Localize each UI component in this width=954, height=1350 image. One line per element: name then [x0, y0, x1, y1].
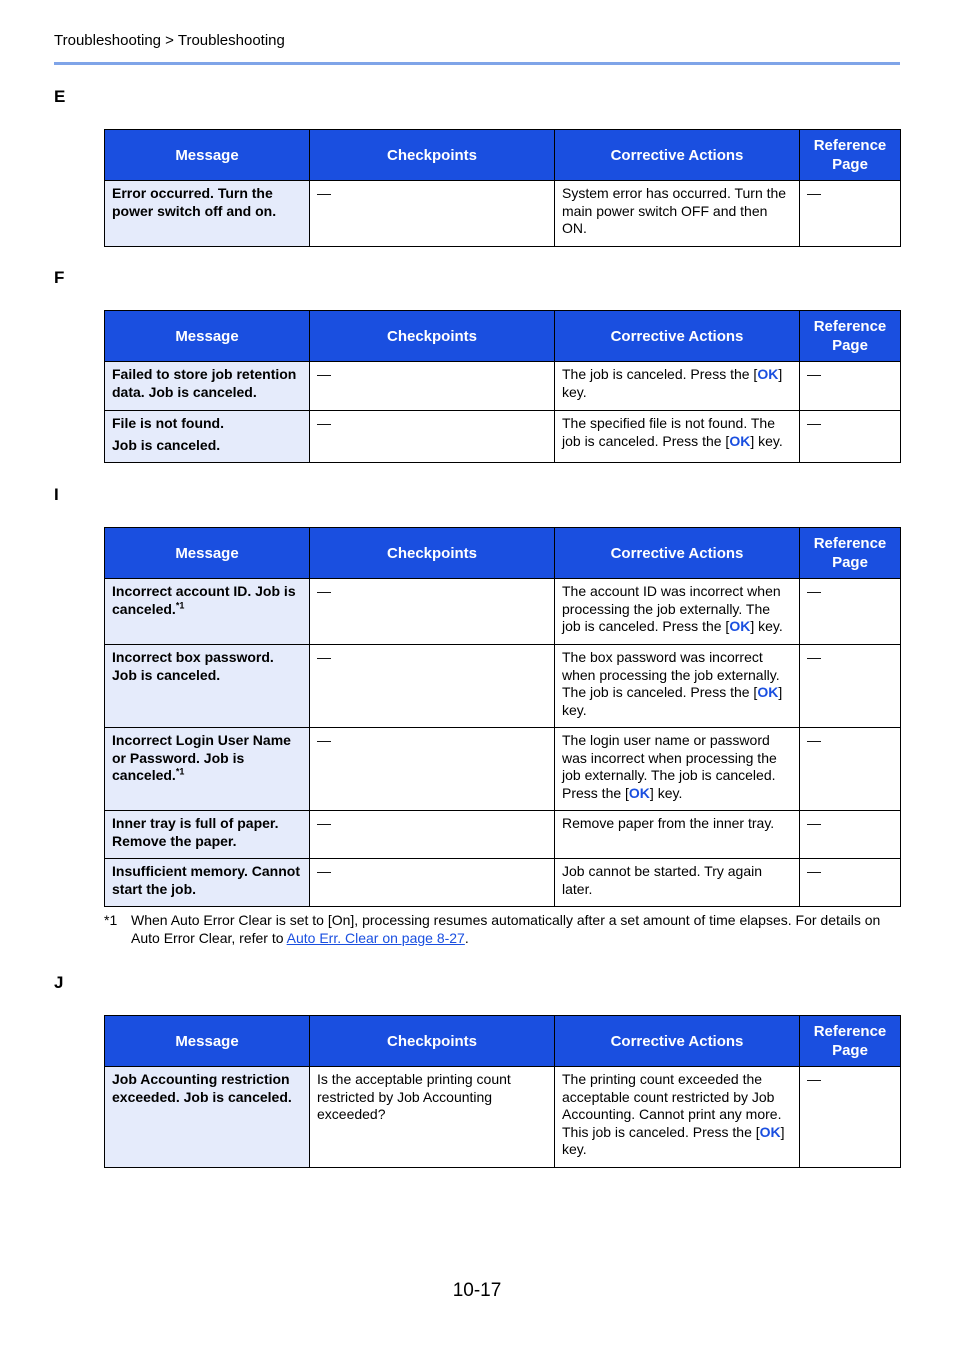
action-cell: Remove paper from the inner tray. — [555, 811, 800, 859]
reference-cell: — — [800, 181, 901, 247]
footnote-mark: *1 — [104, 912, 118, 928]
reference-cell: — — [800, 411, 901, 463]
checkpoint-cell: — — [310, 579, 555, 645]
column-header-corrective-actions: Corrective Actions — [555, 311, 800, 362]
column-header-checkpoints: Checkpoints — [310, 528, 555, 579]
column-header-checkpoints: Checkpoints — [310, 130, 555, 181]
section-letter-i: I — [54, 485, 59, 504]
reference-cell: — — [800, 362, 901, 411]
reference-cell: — — [800, 579, 901, 645]
section-letter-f: F — [54, 268, 65, 287]
action-cell: Job cannot be started. Try again later. — [555, 859, 800, 907]
table-header-row — [105, 130, 901, 181]
ok-key-label: OK — [757, 366, 779, 382]
section-letter-e: E — [54, 87, 66, 106]
column-header-message: Message — [105, 130, 310, 181]
footnote-text: When Auto Error Clear is set to [On], processing resumes automatically after a set amount of time elapses. For details on Auto Error Clear, refer to Auto Err. Clear on page 8-27. — [131, 912, 881, 946]
column-header-message: Message — [105, 528, 310, 579]
footnote — [104, 911, 900, 947]
ok-key-label: OK — [729, 618, 751, 634]
checkpoint-cell: — — [310, 362, 555, 411]
reference-cell: — — [800, 811, 901, 859]
action-cell: The login user name or password was incorrect when processing the job externally. The job is canceled. Press the [OK] key. — [555, 728, 800, 811]
reference-cell: — — [800, 728, 901, 811]
column-header-message: Message — [105, 311, 310, 362]
table-row — [105, 579, 901, 645]
ok-key-label: OK — [759, 1123, 781, 1140]
error-table-f — [104, 310, 901, 463]
ok-key-label: OK — [729, 432, 751, 449]
action-cell: The specified file is not found. The job is canceled. Press the [OK] key. — [555, 411, 800, 463]
page-number: 10-17 — [452, 1280, 502, 1301]
message-cell: Failed to store job retention data. Job is canceled. — [105, 362, 310, 411]
column-header-corrective-actions: Corrective Actions — [555, 528, 800, 579]
message-cell: Inner tray is full of paper. Remove the paper. — [105, 811, 310, 859]
table-row — [105, 411, 901, 463]
column-header-checkpoints: Checkpoints — [310, 1016, 555, 1067]
table-row — [105, 362, 901, 411]
table-header-row — [105, 311, 901, 362]
message-cell: Incorrect box password. Job is canceled. — [105, 645, 310, 728]
checkpoint-cell: — — [310, 181, 555, 247]
breadcrumb: Troubleshooting > Troubleshooting — [54, 32, 285, 49]
message-cell: Insufficient memory. Cannot start the job. — [105, 859, 310, 907]
header-rule — [54, 62, 900, 65]
column-header-corrective-actions: Corrective Actions — [555, 130, 800, 181]
column-header-corrective-actions: Corrective Actions — [555, 1016, 800, 1067]
checkpoint-cell: — — [310, 811, 555, 859]
checkpoint-cell: Is the acceptable printing count restricted by Job Accounting exceeded? — [310, 1067, 555, 1168]
table-header-row — [105, 1016, 901, 1067]
checkpoint-cell: — — [310, 859, 555, 907]
column-header-reference-page: Reference Page — [800, 528, 901, 579]
ok-key-label: OK — [757, 684, 779, 700]
column-header-reference-page: Reference Page — [800, 130, 901, 181]
action-cell: The box password was incorrect when processing the job externally. The job is canceled. Press the [OK] key. — [555, 645, 800, 728]
ok-key-label: OK — [628, 784, 650, 801]
message-cell: File is not found. Job is canceled. — [105, 411, 310, 463]
checkpoint-cell: — — [310, 645, 555, 728]
action-cell: System error has occurred. Turn the main power switch OFF and then ON. — [555, 181, 800, 247]
message-cell: Error occurred. Turn the power switch off and on. — [105, 181, 310, 247]
action-cell: The job is canceled. Press the [OK] key. — [555, 362, 800, 411]
column-header-checkpoints: Checkpoints — [310, 311, 555, 362]
section-letter-j: J — [54, 973, 64, 992]
reference-cell: — — [800, 859, 901, 907]
table-row — [105, 181, 901, 247]
message-cell: Incorrect Login User Name or Password. Job is canceled.$^{*1}$ — [105, 728, 310, 811]
table-header-row — [105, 528, 901, 579]
auto-err-clear-link[interactable]: Auto Err. Clear on page 8-27 — [286, 930, 465, 946]
checkpoint-cell: — — [310, 728, 555, 811]
table-row — [105, 728, 901, 811]
error-table-i — [104, 527, 901, 907]
column-header-reference-page: Reference Page — [800, 311, 901, 362]
table-row — [105, 645, 901, 728]
action-cell: The printing count exceeded the acceptable count restricted by Job Accounting. Cannot print any more. This job is canceled. Press the [OK] key. — [555, 1067, 800, 1168]
column-header-message: Message — [105, 1016, 310, 1067]
message-cell: Job Accounting restriction exceeded. Job is canceled. — [105, 1067, 310, 1168]
reference-cell: — — [800, 1067, 901, 1168]
action-cell: The account ID was incorrect when processing the job externally. The job is canceled. Press the [OK] key. — [555, 579, 800, 645]
table-row — [105, 1067, 901, 1168]
error-table-j — [104, 1015, 901, 1168]
error-table-e — [104, 129, 901, 247]
message-cell: Incorrect account ID. Job is canceled.$^{*1}$ — [105, 579, 310, 645]
footnote-ref: *1 — [175, 599, 185, 610]
reference-cell: — — [800, 645, 901, 728]
table-row — [105, 859, 901, 907]
table-row — [105, 811, 901, 859]
footnote-ref: *1 — [175, 766, 185, 777]
column-header-reference-page: Reference Page — [800, 1016, 901, 1067]
checkpoint-cell: — — [310, 411, 555, 463]
